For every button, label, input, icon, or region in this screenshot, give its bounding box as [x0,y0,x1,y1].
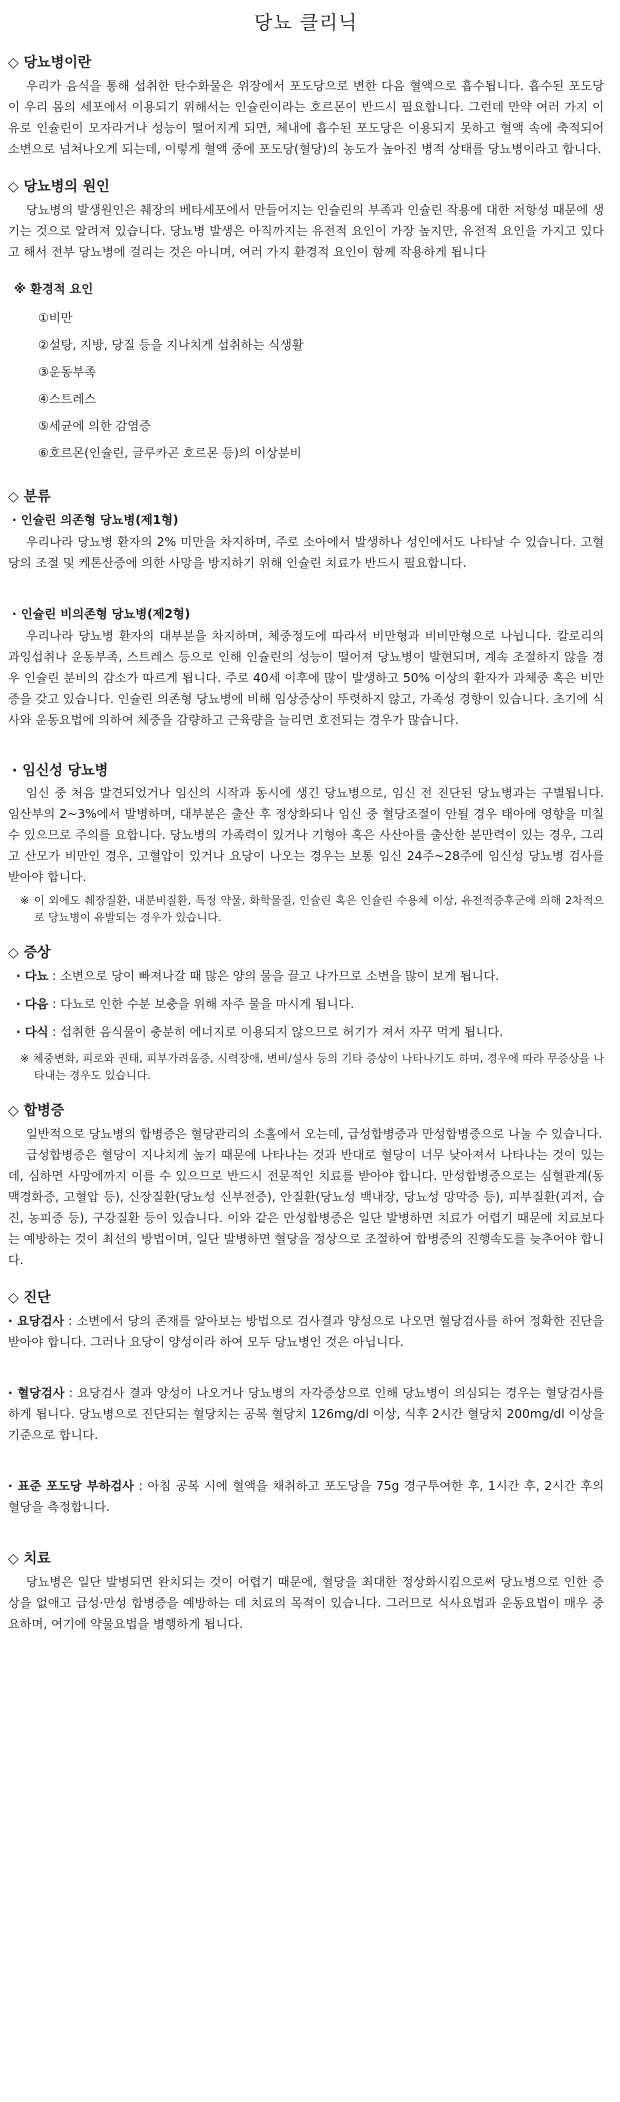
section-heading-classification: ◇ 분류 [8,489,51,505]
diagnosis-term: · 혈당검사 [8,1386,65,1400]
complications-paragraph-1: 일반적으로 당뇨병의 합병증은 혈당관리의 소홀에서 오는데, 급성합병증과 만성합병증으로 나눌 수 있습니다. [26,1127,603,1141]
symptom-desc: : 다뇨로 인한 수분 보충을 위해 자주 물을 마시게 됩니다. [52,997,355,1011]
classification-note: ※ 이 외에도 췌장질환, 내분비질환, 특정 약물, 화학물질, 인슐린 혹은 인슐린 수용체 이상, 유전적증후군에 의해 2차적으로 당뇨병이 유발되는 경우가 있습니다. [20,894,604,924]
about-paragraph: 우리가 음식을 통해 섭취한 탄수화물은 위장에서 포도당으로 변한 다음 혈액으로 흡수됩니다. 흡수된 포도당이 우리 몸의 세포에서 이용되기 위해서는 인슐린이라는 호르몬이 반드시 필요합니다. 그런데 만약 여러 가지 이유로 인슐린이 모자라거나 성능이 떨어지게 되면, 체내에 흡수된 포도당은 이용되지 못하고 혈액 속에 축적되어 소변으로 넘쳐나오게 되는데, 이렇게 혈액 중에 포도당(혈당)의 농도가 높아진 병적 상태를 당뇨병이라고 합니다. [8,79,604,156]
type2-paragraph: 우리나라 당뇨병 환자의 대부분을 차지하며, 체중정도에 따라서 비만형과 비비만형으로 나뉩니다. 칼로리의 과잉섭취나 운동부족, 스트레스 등으로 인해 인슐린의 성능이 떨어져 당뇨병이 발현되며, 계속 조절하지 않을 경우 인슐린 분비의 감소가 따르게 됩니다. 주로 40세 이후에 많이 발생하고 50% 이상의 환자가 과체중 혹은 비만증을 갖고 있습니다. 인슐린 의존형 당뇨병에 비해 임상증상이 뚜렷하지 않고, 가족성 경향이 있습니다. 초기에 식사와 운동요법에 의하여 체중을 감량하고 근육량을 늘리면 호전되는 경우가 많습니다. [8,629,604,727]
symptom-term: · 다식 [16,1025,49,1039]
section-heading-diagnosis: ◇ 진단 [8,1290,51,1306]
complications-paragraph-2: 급성합병증은 혈당이 지나치게 높기 때문에 나타나는 것과 반대로 혈당이 너무 낮아져서 나타나는 것이 있는데, 심하면 사망에까지 이를 수 있으므로 반드시 전문적인 치료를 받아야 합니다. 만성합병증으로는 심혈관계(동맥경화증, 고혈압 등), 신장질환(당뇨성 신부전증), 안질환(당뇨성 백내장, 당뇨성 망막증 등), 피부질환(괴저, 습진, 농피증 등), 구강질환 등이 있습니다. 이와 같은 만성합병증은 일단 발병하면 치료가 어렵기 때문에 치료보다는 예방하는 것이 최선의 방법이며, 일단 발병하면 혈당을 정상으로 조절하여 합병증의 진행속도를 늦추어야 합니다. [8,1148,604,1267]
section-heading-cause: ◇ 당뇨병의 원인 [8,179,110,195]
type2-title: · 인슐린 비의존형 당뇨병(제2형) [12,607,191,621]
gestational-paragraph: 임신 중 처음 발견되었거나 임신의 시작과 동시에 생긴 당뇨병으로, 임신 전 진단된 당뇨병과는 구별됩니다. 임산부의 2~3%에서 발병하며, 대부분은 출산 후 정상화되나 임신 중 혈당조절이 안될 경우 태아에 영향을 미칠 수 있으므로 주의를 요합니다. 당뇨병의 가족력이 있거나 기형아 혹은 사산아를 출산한 분만력이 있는 경우, 그리고 산모가 비만인 경우, 고혈압이 있거나 요당이 나오는 경우는 보통 임신 24주~28주에 임신성 당뇨병 검사를 받아야 합니다. [8,786,604,884]
page-title: 당뇨 클리닉 [254,12,358,34]
diagnosis-desc: : 소변에서 당의 존재를 알아보는 방법으로 검사결과 양성으로 나오면 혈당검사를 하여 정확한 진단을 받아야 합니다. 그러나 요당이 양성이라 하여 모두 당뇨병인 것은 아닙니다. [8,1314,605,1349]
diagnosis-item [8,1476,604,1518]
section-heading-complications: ◇ 합병증 [8,1103,65,1119]
section-heading-treatment: ◇ 치료 [8,1551,51,1567]
symptom-item [8,994,604,1015]
section-heading-about: ◇ 당뇨병이란 [8,55,92,71]
symptom-desc: : 소변으로 당이 빠져나갈 때 많은 양의 물을 끌고 나가므로 소변을 많이 보게 됩니다. [52,969,500,983]
diagnosis-desc: : 아침 공복 시에 혈액을 채취하고 포도당을 75g 경구투여한 후, 1시간 후, 2시간 후의 혈당을 측정합니다. [8,1479,604,1514]
env-factor-item: ⑤세균에 의한 감염증 [38,419,151,433]
symptoms-note: ※ 체중변화, 피로와 권태, 피부가려움증, 시력장애, 변비/설사 등의 기타 증상이 나타나기도 하며, 경우에 따라 무증상을 나타내는 경우도 있습니다. [20,1052,604,1082]
diagnosis-desc: : 요당검사 결과 양성이 나오거나 당뇨병의 자각증상으로 인해 당뇨병이 의심되는 경우는 혈당검사를 하게 됩니다. 당뇨병으로 진단되는 혈당치는 공복 혈당치 126mg/dl 이상, 식후 2시간 혈당치 200mg/dl 이상을 기준으로 합니다. [8,1386,605,1442]
env-factor-item: ④스트레스 [38,392,97,406]
env-factor-item: ②설탕, 지방, 당질 등을 지나치게 섭취하는 식생활 [38,338,304,352]
symptom-desc: : 섭취한 음식물이 충분히 에너지로 이용되지 않으므로 허기가 져서 자꾸 먹게 됩니다. [52,1025,504,1039]
symptom-term: · 다뇨 [16,969,49,983]
symptom-item [8,1022,604,1043]
type1-paragraph: 우리나라 당뇨병 환자의 2% 미만을 차지하며, 주로 소아에서 발생하나 성인에서도 나타날 수 있습니다. 고혈당의 조절 및 케톤산증에 의한 사망을 방지하기 위해 인슐린 치료가 반드시 필요합니다. [8,535,604,570]
environmental-factors-title: ※ 환경적 요인 [14,282,94,296]
env-factor-item: ⑥호르몬(인슐린, 글루카곤 호르몬 등)의 이상분비 [38,446,302,460]
env-factor-item: ③운동부족 [38,365,97,379]
diagnosis-item [8,1311,604,1353]
diagnosis-term: · 요당검사 [8,1314,65,1328]
diagnosis-term: · 표준 포도당 부하검사 [8,1479,134,1493]
env-factor-item: ①비만 [38,311,73,325]
type1-title: · 인슐린 의존형 당뇨병(제1형) [12,513,179,527]
section-heading-symptoms: ◇ 증상 [8,945,51,961]
cause-paragraph: 당뇨병의 발생원인은 췌장의 베타세포에서 만들어지는 인슐린의 부족과 인슐린 작용에 대한 저항성 때문에 생기는 것으로 알려져 있습니다. 당뇨병 발생은 아직까지는 유전적 요인이 가장 높지만, 유전적 요인을 가지고 있다고 해서 전부 당뇨병에 걸리는 것은 아니며, 여러 가지 환경적 요인이 함께 작용하게 됩니다 [8,203,604,259]
symptom-item [8,966,604,987]
diagnosis-item [8,1383,604,1446]
gestational-title: · 임신성 당뇨병 [12,763,109,779]
symptom-term: · 다음 [16,997,49,1011]
treatment-paragraph: 당뇨병은 일단 발병되면 완치되는 것이 어렵기 때문에, 혈당을 최대한 정상화시킴으로써 당뇨병으로 인한 증상을 없애고 급성·만성 합병증을 예방하는 데 치료의 목적이 있습니다. 그러므로 식사요법과 운동요법이 매우 중요하며, 여기에 약물요법을 병행하게 됩니다. [8,1575,604,1631]
